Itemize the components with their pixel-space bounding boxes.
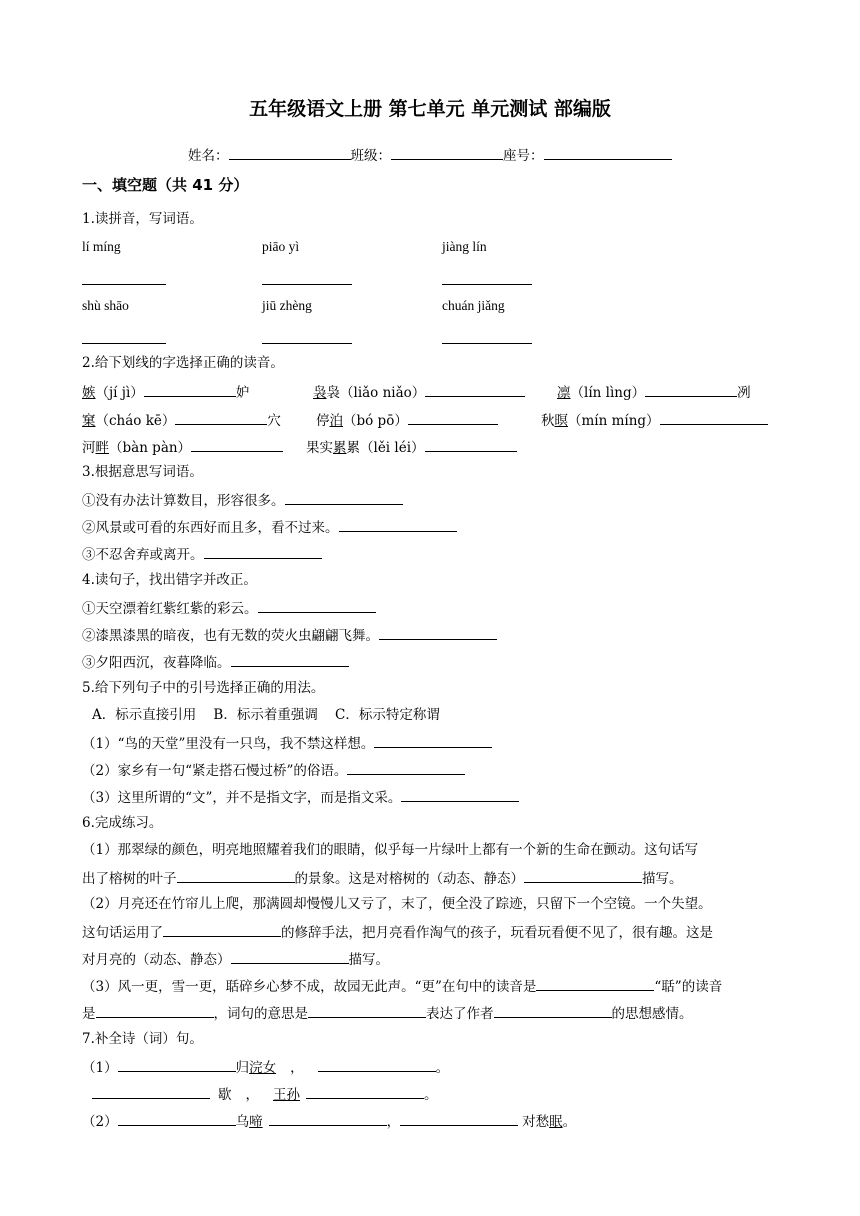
q5-item: （2）家乡有一句“紧走搭石慢过桥”的俗语。 [82,760,465,780]
q4-item: ①天空漂着红紫红紫的彩云。 [82,598,376,618]
q5-item: （1）“鸟的天堂”里没有一只鸟，我不禁这样想。 [82,733,492,753]
q2-item-5: 停泊（bó pō） [316,409,498,429]
answer-blank[interactable] [191,437,283,452]
q5-item: （3）这里所谓的“文”，并不是指文字，而是指文采。 [82,787,519,807]
section-heading: 一、填空题（共 41 分） [82,176,249,194]
answer-blank[interactable] [177,868,295,883]
answer-blank[interactable] [92,1084,210,1099]
student-info-line [188,145,672,165]
q7-line-3: （2） 乌啼 ， 对愁眠。 [82,1111,576,1131]
answer-blank[interactable] [231,652,349,667]
q2-stem: 2.给下划线的字选择正确的读音。 [82,355,284,371]
q4-item: ②漆黑漆黑的暗夜，也有无数的荧火虫翩翩飞舞。 [82,625,497,645]
name-label: 姓名： [188,148,229,164]
answer-blank[interactable] [308,1003,426,1018]
answer-blank[interactable] [400,1111,518,1126]
q3-item: ①没有办法计算数目，形容很多。 [82,490,403,510]
q2-item-7: 河畔（bàn pàn） [82,436,283,456]
q5-options: A．标示直接引用 B．标示着重强调 C．标示特定称谓 [92,707,440,723]
q6-p1-line1: （1）那翠绿的颜色，明亮地照耀着我们的眼睛，似乎每一片绿叶上都有一个新的生命在颤动。这句话写 [82,842,699,858]
answer-blank[interactable] [82,283,166,285]
answer-blank[interactable] [347,760,465,775]
answer-blank[interactable] [524,868,642,883]
pinyin-2: piāo yì [262,239,300,254]
q6-p2-line1: （2）月亮还在竹帘儿上爬，那满圆却慢慢儿又亏了，末了，便全没了踪迹，只留下一个空镜。一个失望。 [82,896,712,912]
page-title: 五年级语文上册 第七单元 单元测试 部编版 [249,98,611,120]
q3-stem: 3.根据意思写词语。 [82,464,203,480]
pinyin-5: jiū zhèng [262,298,312,313]
answer-blank[interactable] [204,544,322,559]
name-blank[interactable] [229,145,351,160]
q6-p2-line2: 这句话运用了 的修辞手法，把月亮看作淘气的孩子，玩看玩看便不见了，很有趣。这是 [82,922,713,942]
answer-blank[interactable] [118,1057,236,1072]
pinyin-3: jiàng lín [442,239,487,254]
q1-stem: 1.读拼音，写词语。 [82,211,203,227]
answer-blank[interactable] [645,382,737,397]
answer-blank[interactable] [442,342,532,344]
q4-item: ③夕阳西沉，夜暮降临。 [82,652,349,672]
answer-blank[interactable] [442,283,532,285]
q2-item-1: 嫉（jí jì） 妒 [82,381,249,401]
answer-blank[interactable] [175,410,267,425]
q6-p3-line2: 是 ，词句的意思是 表达了作者 的思想感情。 [82,1003,693,1023]
q6-p1-line2: 出了榕树的叶子 的景象。这是对榕树的（动态、静态） 描写。 [82,868,683,888]
answer-blank[interactable] [374,733,492,748]
answer-blank[interactable] [401,787,519,802]
q6-p2-line3: 对月亮的（动态、静态） 描写。 [82,949,389,969]
answer-blank[interactable] [318,1057,436,1072]
answer-blank[interactable] [536,976,654,991]
answer-blank[interactable] [425,437,517,452]
q7-stem: 7.补全诗（词）句。 [82,1031,203,1047]
q2-item-3: 凛（lín lìng） 冽 [557,381,751,401]
answer-blank[interactable] [269,1111,387,1126]
q7-line-1: （1） 归浣女 ， 。 [82,1057,449,1077]
q3-item: ②风景或可看的东西好而且多，看不过来。 [82,517,457,537]
seat-blank[interactable] [544,145,672,160]
q5-stem: 5.给下列句子中的引号选择正确的用法。 [82,680,325,696]
answer-blank[interactable] [258,598,376,613]
answer-blank[interactable] [494,1003,612,1018]
pinyin-1: lí míng [82,239,121,254]
pinyin-6: chuán jiǎng [442,298,505,313]
q2-item-4: 窠（cháo kē） 穴 [82,409,281,429]
answer-blank[interactable] [285,490,403,505]
answer-blank[interactable] [144,382,236,397]
q6-p3-line1: （3）风一更，雪一更，聒碎乡心梦不成，故园无此声。“更”在句中的读音是 “聒”的读音 [82,976,722,996]
answer-blank[interactable] [660,410,768,425]
class-label: 班级： [350,148,391,164]
answer-blank[interactable] [118,1111,236,1126]
q6-stem: 6.完成练习。 [82,815,163,831]
answer-blank[interactable] [425,382,525,397]
answer-blank[interactable] [96,1003,214,1018]
pinyin-4: shù shāo [82,298,129,313]
answer-blank[interactable] [231,949,349,964]
answer-blank[interactable] [262,283,352,285]
q4-stem: 4.读句子，找出错字并改正。 [82,572,257,588]
answer-blank[interactable] [306,1084,424,1099]
q3-item: ③不忍舍弃或离开。 [82,544,322,564]
q2-item-2: 袅袅（liǎo niǎo） [313,381,525,401]
answer-blank[interactable] [262,342,352,344]
seat-label: 座号： [503,148,544,164]
answer-blank[interactable] [339,517,457,532]
class-blank[interactable] [391,145,503,160]
answer-blank[interactable] [408,410,498,425]
q2-item-8: 果实累累（lěi léi） [306,436,517,456]
answer-blank[interactable] [379,625,497,640]
answer-blank[interactable] [82,342,166,344]
q2-item-6: 秋暝（mín míng） [541,409,768,429]
answer-blank[interactable] [163,922,281,937]
q7-line-2: 歇 ， 王孙 。 [92,1084,438,1104]
